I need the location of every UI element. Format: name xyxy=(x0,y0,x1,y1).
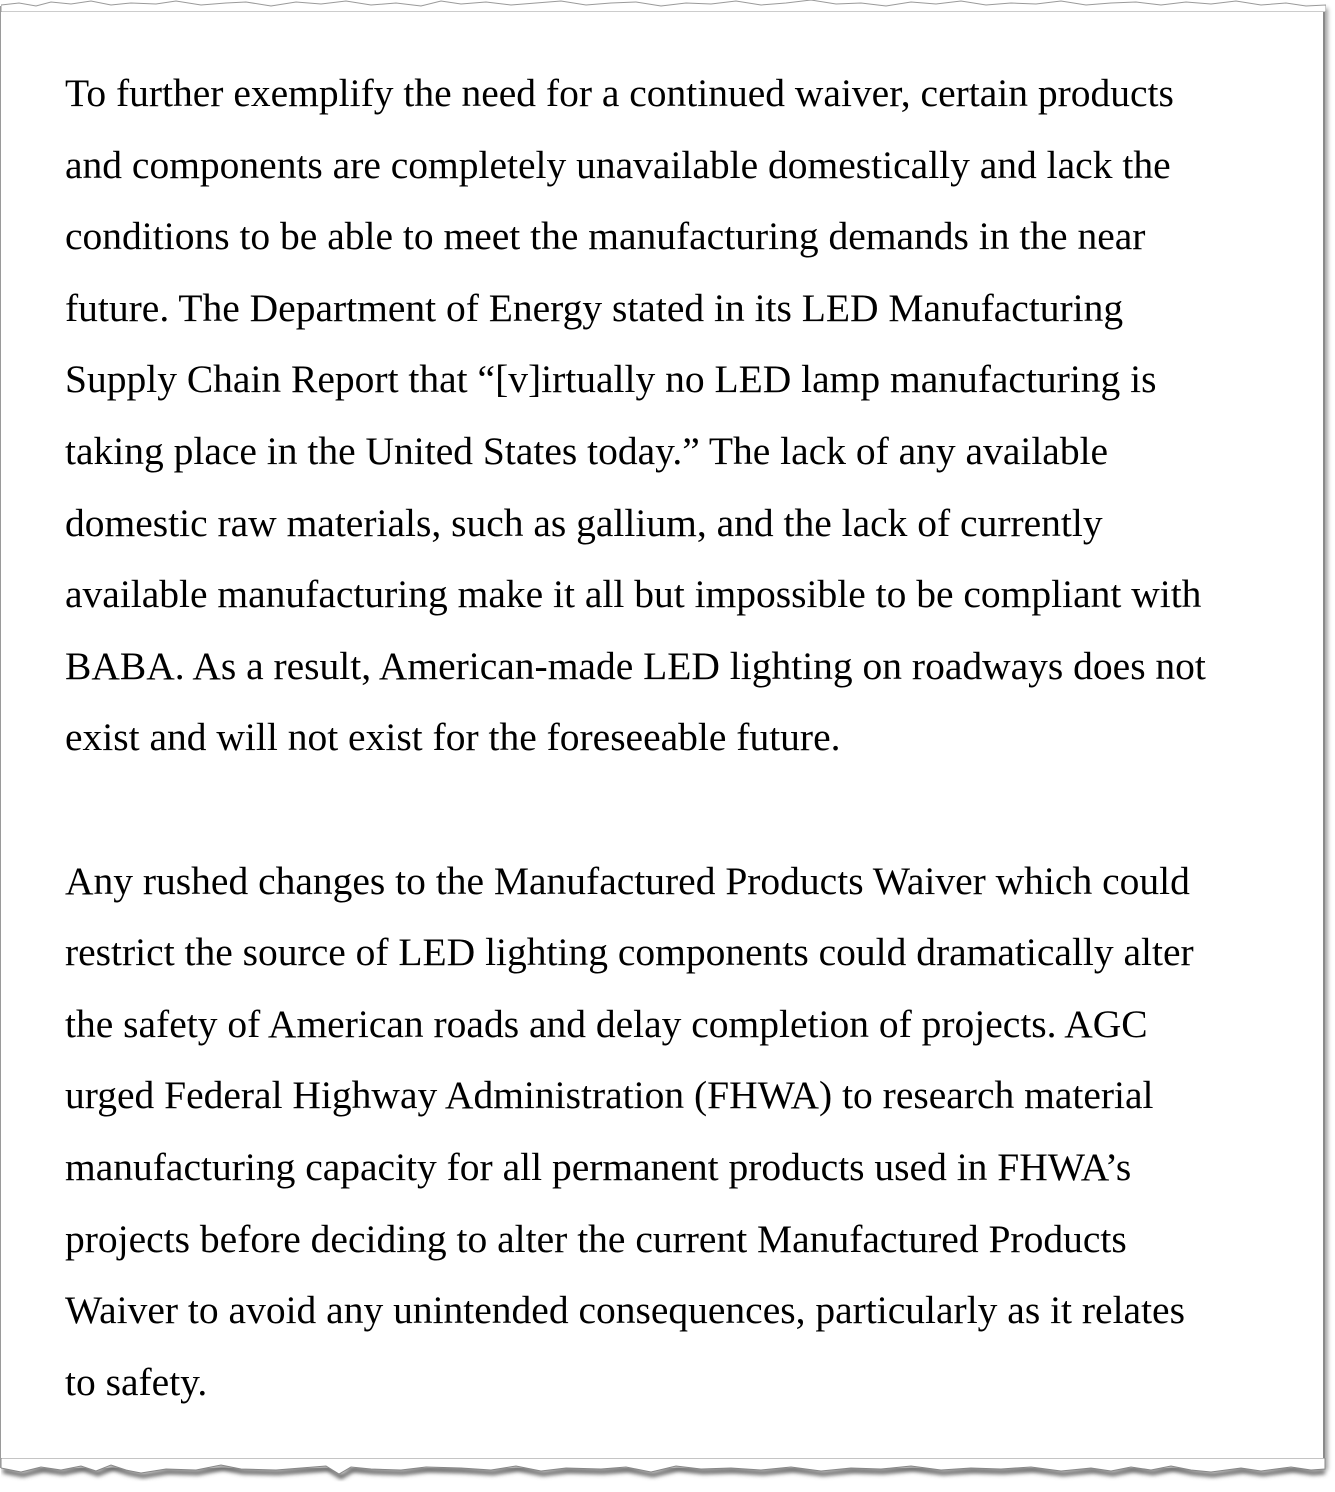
text-line: future. The Department of Energy stated in its LED Manufacturing xyxy=(65,285,1124,330)
text-line: conditions to be able to meet the manufacturing demands in the near xyxy=(65,214,1146,259)
text-line: exist and will not exist for the foreseeable future. xyxy=(65,715,841,760)
document-body xyxy=(65,58,1275,1418)
paragraph-2 xyxy=(65,846,1275,1419)
paragraph-spacer xyxy=(65,774,1275,846)
torn-top-edge xyxy=(1,0,1326,12)
text-line: and components are completely unavailable domestically and lack the xyxy=(65,142,1171,187)
text-line: projects before deciding to alter the current Manufactured Products xyxy=(65,1216,1127,1261)
text-line: domestic raw materials, such as gallium, and the lack of currently xyxy=(65,500,1103,545)
torn-bottom-edge xyxy=(1,1458,1331,1484)
text-line: to safety. xyxy=(65,1359,208,1404)
text-line: available manufacturing make it all but impossible to be compliant with xyxy=(65,572,1202,617)
text-line: To further exemplify the need for a continued waiver, certain products xyxy=(65,71,1174,115)
text-line: Any rushed changes to the Manufactured Products Waiver which could xyxy=(65,858,1190,903)
text-line: restrict the source of LED lighting components could dramatically alter xyxy=(65,930,1194,975)
text-line: Waiver to avoid any unintended consequences, particularly as it relates xyxy=(65,1288,1185,1333)
text-line: urged Federal Highway Administration (FHWA) to research material xyxy=(65,1073,1154,1118)
text-line: manufacturing capacity for all permanent products used in FHWA’s xyxy=(65,1144,1132,1189)
text-line: taking place in the United States today.” The lack of any available xyxy=(65,428,1109,473)
torn-paper-excerpt xyxy=(0,6,1325,1468)
text-line: BABA. As a result, American-made LED lighting on roadways does not xyxy=(65,643,1206,688)
text-line: Supply Chain Report that “[v]irtually no LED lamp manufacturing is xyxy=(65,357,1157,402)
text-line: the safety of American roads and delay completion of projects. AGC xyxy=(65,1001,1148,1046)
paragraph-1 xyxy=(65,58,1275,774)
